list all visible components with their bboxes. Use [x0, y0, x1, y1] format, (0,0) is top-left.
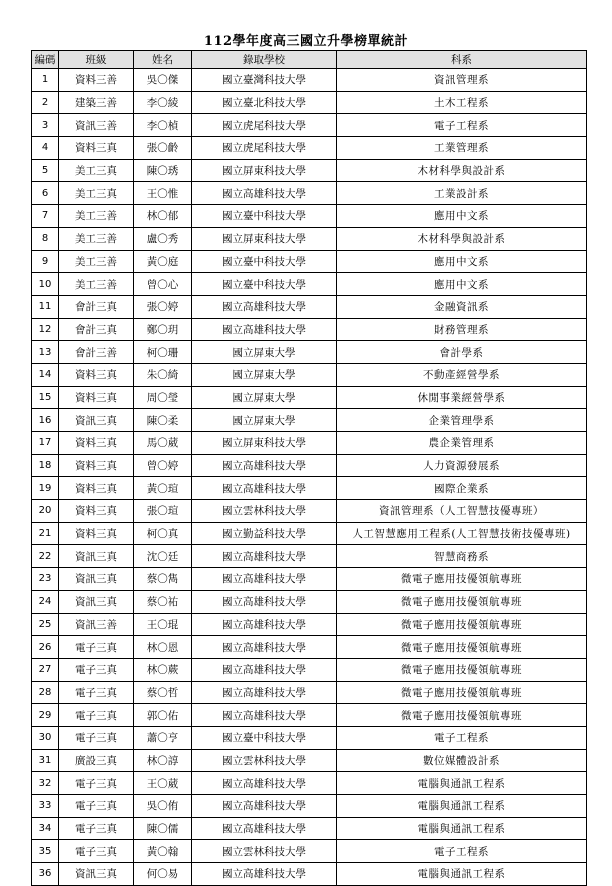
- cell-number: 26: [32, 636, 59, 659]
- cell-number: 16: [32, 409, 59, 432]
- cell-name: 蔡〇雋: [134, 568, 192, 591]
- header-department: 科系: [337, 51, 587, 69]
- cell-class: 資訊三善: [59, 613, 134, 636]
- cell-name: 林〇蕨: [134, 658, 192, 681]
- table-row: [32, 545, 587, 568]
- cell-name: 曾〇婷: [134, 454, 192, 477]
- table-row: [32, 341, 587, 364]
- cell-class: 資訊三真: [59, 568, 134, 591]
- table-row: [32, 295, 587, 318]
- cell-department: 數位媒體設計系: [337, 749, 587, 772]
- cell-number: 34: [32, 817, 59, 840]
- cell-department: 金融資訊系: [337, 295, 587, 318]
- table-row: [32, 273, 587, 296]
- cell-class: 資訊三真: [59, 409, 134, 432]
- cell-department: 微電子應用技優領航專班: [337, 636, 587, 659]
- cell-name: 張〇瑄: [134, 500, 192, 523]
- cell-class: 電子三真: [59, 840, 134, 863]
- table-row: [32, 205, 587, 228]
- cell-school: 國立屏東科技大學: [192, 432, 337, 455]
- cell-department: 國際企業系: [337, 477, 587, 500]
- table-row: [32, 386, 587, 409]
- cell-school: 國立雲林科技大學: [192, 749, 337, 772]
- cell-number: 2: [32, 91, 59, 114]
- cell-name: 黃〇庭: [134, 250, 192, 273]
- cell-class: 資訊三真: [59, 590, 134, 613]
- cell-class: 廣設三真: [59, 749, 134, 772]
- cell-school: 國立屏東大學: [192, 341, 337, 364]
- cell-department: 微電子應用技優領航專班: [337, 590, 587, 613]
- header-name: 姓名: [134, 51, 192, 69]
- table-body: [32, 69, 587, 886]
- cell-school: 國立高雄科技大學: [192, 795, 337, 818]
- cell-department: 工業設計系: [337, 182, 587, 205]
- cell-class: 資料三真: [59, 500, 134, 523]
- cell-name: 陳〇儒: [134, 817, 192, 840]
- table-header-row: [32, 51, 587, 69]
- table-row: [32, 318, 587, 341]
- table-row: [32, 681, 587, 704]
- cell-school: 國立勤益科技大學: [192, 522, 337, 545]
- cell-school: 國立高雄科技大學: [192, 568, 337, 591]
- header-class: 班級: [59, 51, 134, 69]
- cell-name: 何〇易: [134, 863, 192, 886]
- cell-school: 國立高雄科技大學: [192, 817, 337, 840]
- cell-number: 29: [32, 704, 59, 727]
- cell-class: 會計三真: [59, 295, 134, 318]
- cell-number: 36: [32, 863, 59, 886]
- table-row: [32, 91, 587, 114]
- cell-department: 農企業管理系: [337, 432, 587, 455]
- cell-school: 國立高雄科技大學: [192, 545, 337, 568]
- cell-number: 24: [32, 590, 59, 613]
- cell-number: 12: [32, 318, 59, 341]
- cell-school: 國立虎尾科技大學: [192, 114, 337, 137]
- cell-department: 電子工程系: [337, 726, 587, 749]
- cell-school: 國立虎尾科技大學: [192, 137, 337, 160]
- cell-school: 國立高雄科技大學: [192, 704, 337, 727]
- cell-number: 19: [32, 477, 59, 500]
- cell-class: 資料三善: [59, 69, 134, 92]
- cell-class: 資料三真: [59, 477, 134, 500]
- cell-number: 35: [32, 840, 59, 863]
- cell-class: 電子三真: [59, 726, 134, 749]
- cell-department: 工業管理系: [337, 137, 587, 160]
- table-row: [32, 658, 587, 681]
- cell-number: 3: [32, 114, 59, 137]
- cell-name: 林〇恩: [134, 636, 192, 659]
- cell-class: 資料三真: [59, 522, 134, 545]
- table-row: [32, 590, 587, 613]
- table-row: [32, 726, 587, 749]
- table-row: [32, 613, 587, 636]
- cell-name: 陳〇琇: [134, 159, 192, 182]
- cell-school: 國立屏東大學: [192, 409, 337, 432]
- cell-school: 國立雲林科技大學: [192, 840, 337, 863]
- cell-school: 國立屏東大學: [192, 386, 337, 409]
- table-row: [32, 636, 587, 659]
- cell-school: 國立高雄科技大學: [192, 863, 337, 886]
- cell-name: 張〇齡: [134, 137, 192, 160]
- cell-name: 黃〇瑄: [134, 477, 192, 500]
- cell-school: 國立雲林科技大學: [192, 500, 337, 523]
- cell-name: 曾〇心: [134, 273, 192, 296]
- cell-name: 吳〇侑: [134, 795, 192, 818]
- cell-department: 微電子應用技優領航專班: [337, 613, 587, 636]
- cell-school: 國立高雄科技大學: [192, 295, 337, 318]
- cell-name: 蕭〇亨: [134, 726, 192, 749]
- cell-school: 國立臺中科技大學: [192, 205, 337, 228]
- cell-class: 電子三真: [59, 636, 134, 659]
- cell-number: 23: [32, 568, 59, 591]
- cell-department: 微電子應用技優領航專班: [337, 658, 587, 681]
- cell-number: 11: [32, 295, 59, 318]
- table-row: [32, 69, 587, 92]
- table-row: [32, 772, 587, 795]
- cell-school: 國立高雄科技大學: [192, 636, 337, 659]
- cell-school: 國立高雄科技大學: [192, 318, 337, 341]
- cell-school: 國立高雄科技大學: [192, 681, 337, 704]
- cell-name: 柯〇珊: [134, 341, 192, 364]
- cell-class: 會計三善: [59, 341, 134, 364]
- cell-number: 31: [32, 749, 59, 772]
- cell-department: 電腦與通訊工程系: [337, 795, 587, 818]
- page-title: 112學年度高三國立升學榜單統計: [203, 34, 409, 49]
- cell-class: 美工三善: [59, 250, 134, 273]
- cell-number: 10: [32, 273, 59, 296]
- cell-department: 休閒事業經營學系: [337, 386, 587, 409]
- cell-class: 資訊三善: [59, 114, 134, 137]
- cell-department: 電腦與通訊工程系: [337, 772, 587, 795]
- cell-class: 美工三善: [59, 227, 134, 250]
- cell-class: 美工三真: [59, 159, 134, 182]
- cell-department: 企業管理學系: [337, 409, 587, 432]
- cell-school: 國立高雄科技大學: [192, 477, 337, 500]
- cell-number: 32: [32, 772, 59, 795]
- cell-number: 9: [32, 250, 59, 273]
- cell-number: 14: [32, 363, 59, 386]
- cell-department: 微電子應用技優領航專班: [337, 681, 587, 704]
- cell-department: 微電子應用技優領航專班: [337, 704, 587, 727]
- table-row: [32, 114, 587, 137]
- cell-name: 李〇楨: [134, 114, 192, 137]
- table-row: [32, 250, 587, 273]
- cell-number: 27: [32, 658, 59, 681]
- cell-name: 李〇綾: [134, 91, 192, 114]
- cell-name: 沈〇廷: [134, 545, 192, 568]
- cell-class: 建築三善: [59, 91, 134, 114]
- table-row: [32, 568, 587, 591]
- cell-school: 國立臺中科技大學: [192, 250, 337, 273]
- cell-name: 吳〇傑: [134, 69, 192, 92]
- cell-class: 資料三真: [59, 454, 134, 477]
- cell-department: 木材科學與設計系: [337, 227, 587, 250]
- cell-number: 33: [32, 795, 59, 818]
- cell-department: 應用中文系: [337, 250, 587, 273]
- cell-department: 人力資源發展系: [337, 454, 587, 477]
- cell-number: 28: [32, 681, 59, 704]
- cell-school: 國立高雄科技大學: [192, 658, 337, 681]
- cell-name: 林〇諄: [134, 749, 192, 772]
- cell-department: 電子工程系: [337, 840, 587, 863]
- cell-class: 電子三真: [59, 681, 134, 704]
- cell-number: 25: [32, 613, 59, 636]
- cell-class: 電子三真: [59, 817, 134, 840]
- cell-class: 資料三真: [59, 386, 134, 409]
- cell-department: 不動產經營學系: [337, 363, 587, 386]
- cell-school: 國立高雄科技大學: [192, 454, 337, 477]
- cell-name: 盧〇秀: [134, 227, 192, 250]
- cell-number: 20: [32, 500, 59, 523]
- cell-department: 木材科學與設計系: [337, 159, 587, 182]
- admission-table: [31, 50, 587, 886]
- cell-school: 國立臺中科技大學: [192, 273, 337, 296]
- cell-class: 電子三真: [59, 795, 134, 818]
- header-school: 錄取學校: [192, 51, 337, 69]
- cell-department: 微電子應用技優領航專班: [337, 568, 587, 591]
- cell-class: 電子三真: [59, 704, 134, 727]
- table-row: [32, 159, 587, 182]
- cell-name: 張〇婷: [134, 295, 192, 318]
- cell-number: 1: [32, 69, 59, 92]
- cell-name: 蔡〇祐: [134, 590, 192, 613]
- cell-class: 電子三真: [59, 658, 134, 681]
- cell-name: 蔡〇哲: [134, 681, 192, 704]
- table-row: [32, 477, 587, 500]
- cell-class: 資訊三真: [59, 863, 134, 886]
- table-row: [32, 795, 587, 818]
- cell-department: 資訊管理系: [337, 69, 587, 92]
- cell-number: 21: [32, 522, 59, 545]
- cell-department: 土木工程系: [337, 91, 587, 114]
- cell-school: 國立高雄科技大學: [192, 772, 337, 795]
- cell-class: 電子三真: [59, 772, 134, 795]
- cell-name: 柯〇真: [134, 522, 192, 545]
- table-row: [32, 227, 587, 250]
- cell-department: 電腦與通訊工程系: [337, 863, 587, 886]
- cell-class: 會計三真: [59, 318, 134, 341]
- cell-number: 4: [32, 137, 59, 160]
- cell-school: 國立臺灣科技大學: [192, 69, 337, 92]
- cell-department: 電子工程系: [337, 114, 587, 137]
- table-row: [32, 522, 587, 545]
- cell-name: 黃〇翰: [134, 840, 192, 863]
- cell-department: 財務管理系: [337, 318, 587, 341]
- cell-name: 馬〇葳: [134, 432, 192, 455]
- cell-school: 國立高雄科技大學: [192, 182, 337, 205]
- cell-class: 資料三真: [59, 363, 134, 386]
- cell-number: 22: [32, 545, 59, 568]
- cell-class: 資料三真: [59, 432, 134, 455]
- cell-number: 5: [32, 159, 59, 182]
- cell-department: 會計學系: [337, 341, 587, 364]
- table-row: [32, 182, 587, 205]
- cell-department: 人工智慧應用工程系(人工智慧技術技優專班): [337, 522, 587, 545]
- cell-number: 6: [32, 182, 59, 205]
- table-row: [32, 432, 587, 455]
- cell-class: 美工三善: [59, 205, 134, 228]
- cell-department: 應用中文系: [337, 273, 587, 296]
- cell-number: 30: [32, 726, 59, 749]
- cell-name: 鄭〇玥: [134, 318, 192, 341]
- cell-department: 資訊管理系（人工智慧技優專班）: [337, 500, 587, 523]
- cell-name: 林〇郁: [134, 205, 192, 228]
- cell-school: 國立高雄科技大學: [192, 590, 337, 613]
- cell-department: 智慧商務系: [337, 545, 587, 568]
- cell-class: 美工三善: [59, 273, 134, 296]
- cell-number: 17: [32, 432, 59, 455]
- cell-name: 王〇惟: [134, 182, 192, 205]
- cell-class: 資料三真: [59, 137, 134, 160]
- cell-school: 國立臺中科技大學: [192, 726, 337, 749]
- cell-department: 應用中文系: [337, 205, 587, 228]
- table-row: [32, 137, 587, 160]
- cell-number: 15: [32, 386, 59, 409]
- cell-name: 朱〇綺: [134, 363, 192, 386]
- table-row: [32, 749, 587, 772]
- cell-school: 國立屏東科技大學: [192, 227, 337, 250]
- cell-school: 國立臺北科技大學: [192, 91, 337, 114]
- table-row: [32, 840, 587, 863]
- cell-number: 8: [32, 227, 59, 250]
- cell-school: 國立高雄科技大學: [192, 613, 337, 636]
- table-row: [32, 454, 587, 477]
- table-row: [32, 500, 587, 523]
- cell-number: 7: [32, 205, 59, 228]
- cell-department: 電腦與通訊工程系: [337, 817, 587, 840]
- cell-name: 陳〇柔: [134, 409, 192, 432]
- table-row: [32, 863, 587, 886]
- cell-school: 國立屏東科技大學: [192, 159, 337, 182]
- cell-number: 18: [32, 454, 59, 477]
- table-row: [32, 409, 587, 432]
- cell-name: 郭〇佑: [134, 704, 192, 727]
- header-number: 編碼: [32, 51, 59, 69]
- cell-number: 13: [32, 341, 59, 364]
- cell-school: 國立屏東大學: [192, 363, 337, 386]
- cell-name: 周〇瑩: [134, 386, 192, 409]
- cell-class: 美工三真: [59, 182, 134, 205]
- cell-name: 王〇琨: [134, 613, 192, 636]
- cell-class: 資訊三真: [59, 545, 134, 568]
- table-row: [32, 817, 587, 840]
- table-row: [32, 363, 587, 386]
- cell-name: 王〇葳: [134, 772, 192, 795]
- table-row: [32, 704, 587, 727]
